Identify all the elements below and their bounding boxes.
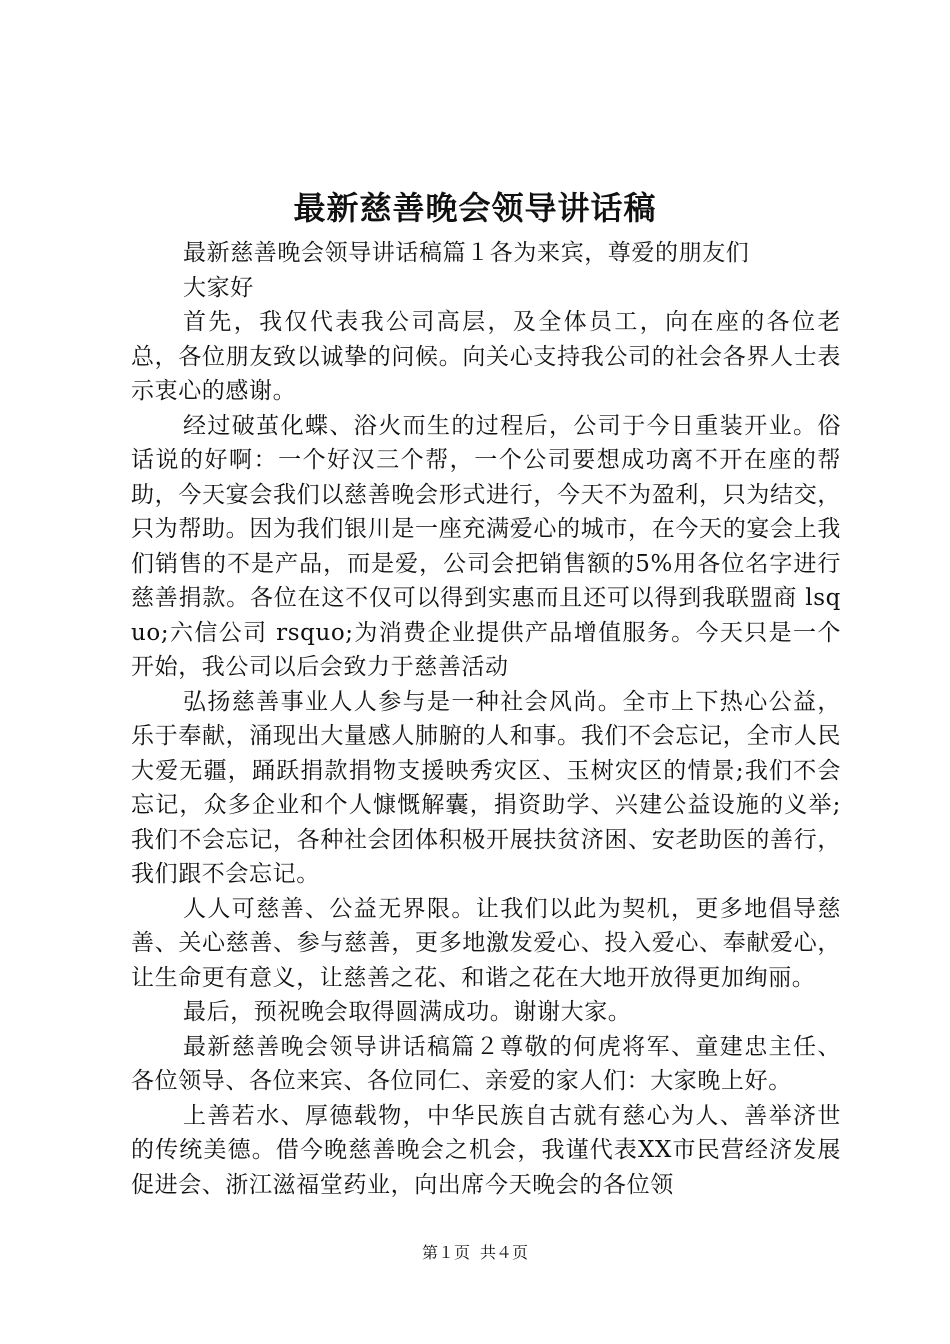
paragraph: 大家好 [183, 274, 254, 301]
document-body [131, 236, 841, 1202]
page-number: 第１页 [421, 1243, 470, 1262]
page-total: 共４页 [480, 1243, 529, 1262]
paragraph: 首先，我仅代表我公司高层，及全体员工，向在座的各位老总，各位朋友致以诚挚的问候。向关心支持我公司的社会各界人士表示衷心的感谢。 [131, 309, 841, 404]
document-title: 最新慈善晚会领导讲话稿 [293, 189, 657, 227]
paragraph: 上善若水、厚德载物，中华民族自古就有慈心为人、善举济世的传统美德。借今晚慈善晚会之机会，我谨代表XX市民营经济发展促进会、浙江滋福堂药业，向出席今天晚会的各位领 [131, 1102, 841, 1198]
paragraph: 经过破茧化蝶、浴火而生的过程后，公司于今日重装开业。俗话说的好啊：一个好汉三个帮，一个公司要想成功离不开在座的帮助，今天宴会我们以慈善晚会形式进行，今天不为盈利，只为结交，只为帮助。因为我们银川是一座充满爱心的城市，在今天的宴会上我们销售的不是产品，而是爱，公司会把销售额的5%用各位名字进行慈善捐款。各位在这不仅可以得到实惠而且还可以得到我联盟商 lsquo;六信公司 rsquo;为消费企业提供产品增值服务。今天只是一个开始，我公司以后会致力于慈善活动 [131, 412, 841, 680]
paragraph: 最新慈善晚会领导讲话稿篇１各为来宾，尊爱的朋友们 [183, 240, 750, 266]
paragraph: 最后，预祝晚会取得圆满成功。谢谢大家。 [183, 999, 632, 1025]
paragraph: 弘扬慈善事业人人参与是一种社会风尚。全市上下热心公益，乐于奉献，涌现出大量感人肺腑的人和事。我们不会忘记，全市人民大爱无疆，踊跃捐款捐物支援映秀灾区、玉树灾区的情景;我们不会忘记，众多企业和个人慷慨解囊，捐资助学、兴建公益设施的义举;我们不会忘记，各种社会团体积极开展扶贫济困、安老助医的善行，我们跟不会忘记。 [131, 688, 841, 887]
paragraph: 最新慈善晚会领导讲话稿篇２尊敬的何虎将军、童建忠主任、各位领导、各位来宾、各位同仁、亲爱的家人们：大家晚上好。 [131, 1033, 841, 1094]
paragraph: 人人可慈善、公益无界限。让我们以此为契机，更多地倡导慈善、关心慈善、参与慈善，更多地激发爱心、投入爱心、奉献爱心，让生命更有意义，让慈善之花、和谐之花在大地开放得更加绚丽。 [131, 895, 841, 991]
page-footer [0, 1242, 950, 1264]
